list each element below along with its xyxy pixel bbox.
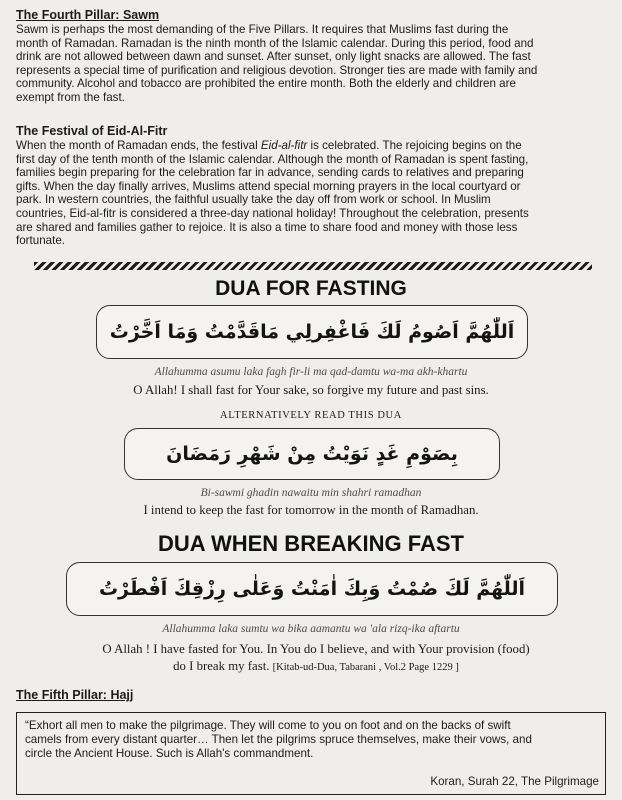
dua-fasting-arabic-box (96, 305, 528, 359)
eid-line: countries, Eid-al-fitr is considered a three-day national holiday! Throughout the celebration, presents (16, 206, 529, 220)
eid-line: families begin preparing for the celebration far in advance, sending cards to relatives and preparing (16, 166, 524, 180)
eid-italic-term: Eid-al-fitr (260, 139, 308, 152)
hajj-quote (25, 719, 599, 761)
sawm-line: drink are not allowed between dawn and sunset. After sunset, only light snacks are allowed. The fast (16, 50, 531, 64)
alt-dua-transliteration: Bi-sawmi ghadin nawaitu min shahri ramadhan (200, 487, 422, 499)
hajj-quote-source: Koran, Surah 22, The Pilgrimage (430, 775, 599, 788)
alt-dua-arabic: بِصَوْمِ غَدٍ نَوَيْتُ مِنْ شَهْرِ رَمَضَانَ (166, 443, 458, 465)
sawm-line: exempt from the fast. (16, 90, 125, 104)
dua-breaking-arabic-box (66, 562, 558, 616)
dua-fasting-title: DUA FOR FASTING (215, 277, 407, 300)
eid-line: When the month of Ramadan ends, the festival (16, 139, 261, 152)
alternative-dua-label: ALTERNATIVELY READ THIS DUA (220, 410, 402, 421)
eid-line: is celebrated. The rejoicing begins on the (307, 139, 522, 152)
sawm-line: month of Ramadan. Ramadan is the ninth month of the Islamic calendar. During this period, food and (16, 36, 534, 50)
zigzag-divider (34, 262, 592, 270)
hajj-quote-line: circle the Ancient House. Such is Allah's commandment. (25, 747, 314, 760)
dua-fasting-arabic: اَللّٰهُمَّ اَصُومُ لَكَ فَاغْفِرلِي مَاقَدَّمْتُ وَمَا اَخَّرْتُ (109, 321, 515, 343)
dua-breaking-arabic: اَللّٰهُمَّ لَكَ صُمْتُ وَبِكَ اٰمَنْتُ وَعَلٰى رِزْقِكَ اَفْطَرْتُ (98, 578, 526, 600)
eid-heading: The Festival of Eid-Al-Fitr (16, 124, 168, 138)
dua-breaking-translation-block (96, 641, 536, 676)
sawm-line: represents a special time of purification and religious devotion. Stronger ties are made with family and (16, 63, 538, 77)
alt-dua-translation: I intend to keep the fast for tomorrow in the month of Ramadhan. (143, 503, 479, 517)
hajj-quote-box (16, 712, 606, 795)
sawm-line: community. Alcohol and tobacco are prohibited the entire month. Both the elderly and children are (16, 77, 516, 91)
sawm-line: Sawm is perhaps the most demanding of the Five Pillars. It requires that Muslims fast during the (16, 23, 509, 36)
sawm-paragraph (16, 23, 606, 105)
hajj-quote-line: camels from every distant quarter… Then let the pilgrims spruce themselves, make their vows, and (25, 733, 532, 746)
dua-fasting-transliteration: Allahumma asumu laka fagh fir-li ma qad-damtu wa-ma akh-khartu (154, 366, 468, 378)
dua-breaking-translation: O Allah ! I have fasted for You. In You do I believe, and with Your provision (food) do I break my fast. (102, 642, 530, 673)
hajj-section (16, 688, 606, 703)
alt-dua-arabic-box (124, 428, 500, 480)
eid-line: first day of the tenth month of the Islamic calendar. Although the month of Ramadan is spent fasting, (16, 152, 529, 166)
eid-section (16, 124, 606, 248)
eid-paragraph (16, 139, 606, 248)
eid-line: are shared and families gather to rejoice. It is also a time to share food and money with those less (16, 220, 518, 234)
sawm-section (16, 8, 606, 105)
dua-breaking-transliteration: Allahumma laka sumtu wa bika aamantu wa 'ala rizq-ika aftartu (162, 623, 460, 635)
dua-breaking-title: DUA WHEN BREAKING FAST (158, 531, 464, 556)
hajj-quote-line: “Exhort all men to make the pilgrimage. They will come to you on foot and on the backs of swift (25, 719, 511, 732)
eid-line: fortunate. (16, 234, 65, 248)
dua-breaking-reference: [Kitab-ud-Dua, Tabarani , Vol.2 Page 1229 ] (272, 662, 459, 673)
hajj-heading: The Fifth Pillar: Hajj (16, 688, 134, 702)
sawm-heading: The Fourth Pillar: Sawm (16, 8, 160, 22)
dua-fasting-translation: O Allah! I shall fast for Your sake, so forgive my future and past sins. (133, 383, 489, 397)
eid-line: park. In western countries, the faithful usually take the day off from work or school. In Muslim (16, 193, 491, 207)
eid-line: gifts. When the day finally arrives, Muslims attend special morning prayers in the local courtyard or (16, 179, 521, 193)
